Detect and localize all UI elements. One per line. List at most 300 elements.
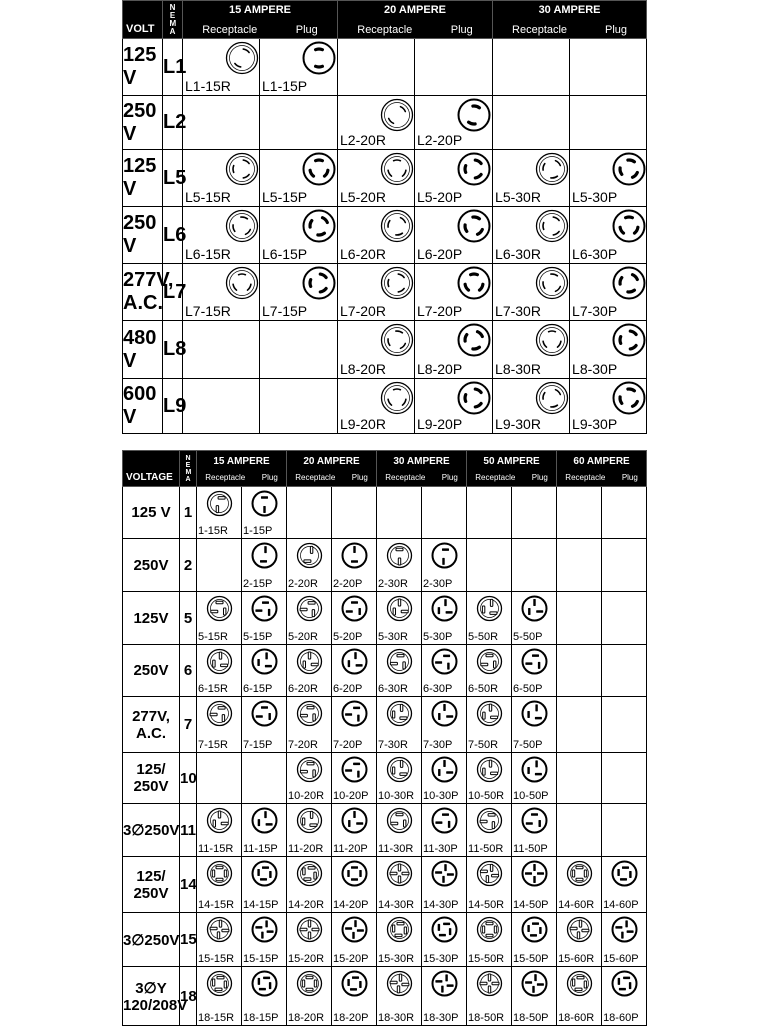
receptacle-face-icon [296, 860, 323, 887]
nema-type-cell: 10 [180, 753, 197, 804]
connector-code-label: 14-20P [333, 899, 369, 911]
connector-code-label: 18-60P [603, 1012, 639, 1024]
plug-face-icon [521, 860, 548, 887]
straight-blade-plug-chart [122, 450, 647, 1026]
plug-face-icon [341, 648, 368, 675]
empty-cell [415, 39, 493, 96]
empty-cell [557, 539, 602, 592]
connector-code-label: L8-30R [495, 361, 541, 377]
receptacle-face-icon [380, 98, 414, 132]
connector-code-label: 11-30P [423, 843, 458, 855]
connector-cell [467, 645, 512, 697]
receptacle-face-icon [386, 595, 413, 622]
plug-face-icon [302, 209, 336, 243]
ampere-label: 30 AMPERE [538, 4, 601, 16]
voltage-header: VOLTAGE [123, 451, 180, 487]
receptacle-subheader: Receptacle [205, 473, 246, 482]
ampere-label: 20 AMPERE [384, 4, 446, 16]
empty-cell [557, 487, 602, 539]
voltage-cell: 250 V [123, 207, 163, 264]
connector-cell [493, 207, 570, 264]
connector-cell [332, 913, 377, 967]
connector-cell [242, 913, 287, 967]
connector-cell [467, 967, 512, 1026]
connector-code-label: 18-50P [513, 1012, 549, 1024]
connector-cell [242, 967, 287, 1026]
plug-face-icon [302, 152, 336, 186]
plug-face-icon [521, 916, 548, 943]
receptacle-face-icon [296, 700, 323, 727]
nema-type-cell: 2 [180, 539, 197, 592]
connector-cell [377, 913, 422, 967]
receptacle-face-icon [476, 700, 503, 727]
connector-code-label: 7-50R [468, 739, 499, 751]
connector-cell [332, 645, 377, 697]
receptacle-subheader: Receptacle [202, 24, 258, 36]
empty-cell [260, 379, 338, 434]
connector-code-label: 11-20R [288, 843, 324, 855]
connector-cell [377, 592, 422, 645]
empty-cell [602, 539, 647, 592]
connector-cell [377, 539, 422, 592]
table-row [123, 913, 647, 967]
table-row [123, 697, 647, 753]
connector-cell [338, 264, 415, 321]
empty-cell [602, 697, 647, 753]
empty-cell [332, 487, 377, 539]
connector-cell [338, 321, 415, 379]
plug-face-icon [341, 595, 368, 622]
plug-face-icon [251, 648, 278, 675]
connector-code-label: L7-15R [185, 303, 231, 319]
ampere-header-30 [493, 1, 647, 39]
connector-code-label: 2-15P [243, 578, 273, 590]
empty-cell [377, 487, 422, 539]
connector-cell [377, 967, 422, 1026]
connector-cell [422, 645, 467, 697]
receptacle-face-icon [386, 700, 413, 727]
connector-code-label: L6-20R [340, 246, 386, 262]
connector-cell [570, 207, 647, 264]
connector-cell [242, 804, 287, 857]
connector-cell [422, 592, 467, 645]
connector-cell [183, 150, 260, 207]
receptacle-subheader: Receptacle [475, 473, 516, 482]
ampere-header-20 [338, 1, 493, 39]
connector-cell [512, 913, 557, 967]
nema-type-cell: L1 [163, 39, 183, 96]
table-row [123, 150, 647, 207]
empty-cell [260, 96, 338, 150]
receptacle-face-icon [535, 381, 569, 415]
plug-face-icon [341, 542, 368, 569]
empty-cell [557, 804, 602, 857]
receptacle-face-icon [225, 41, 259, 75]
receptacle-face-icon [386, 542, 413, 569]
nema-header [180, 451, 197, 487]
voltage-cell: 125V [123, 592, 180, 645]
connector-cell [332, 857, 377, 913]
connector-cell [415, 207, 493, 264]
connector-code-label: 15-30R [378, 953, 415, 965]
connector-cell [422, 913, 467, 967]
table-row [123, 753, 647, 804]
voltage-cell: 250V [123, 539, 180, 592]
connector-cell [570, 379, 647, 434]
ampere-label: 50 AMPERE [483, 456, 540, 467]
empty-cell [467, 539, 512, 592]
connector-code-label: L6-20P [417, 246, 463, 262]
connector-cell [493, 379, 570, 434]
plug-face-icon [611, 970, 638, 997]
receptacle-subheader: Receptacle [385, 473, 426, 482]
connector-cell [570, 150, 647, 207]
connector-code-label: L5-15P [262, 189, 308, 205]
connector-cell [183, 39, 260, 96]
plug-face-icon [611, 860, 638, 887]
receptacle-face-icon [296, 807, 323, 834]
connector-code-label: 15-60R [558, 953, 595, 965]
connector-code-label: 14-15R [198, 899, 235, 911]
nema-type-cell: 14 [180, 857, 197, 913]
connector-cell [602, 857, 647, 913]
connector-cell [287, 804, 332, 857]
receptacle-face-icon [476, 860, 503, 887]
empty-cell [287, 487, 332, 539]
receptacle-face-icon [296, 970, 323, 997]
connector-cell [197, 804, 242, 857]
connector-cell [493, 150, 570, 207]
nema-type-cell: 1 [180, 487, 197, 539]
connector-code-label: 18-15P [243, 1012, 279, 1024]
connector-code-label: 11-20P [333, 843, 368, 855]
receptacle-face-icon [380, 209, 414, 243]
voltage-cell: 277V, A.C. [123, 264, 163, 321]
connector-code-label: L2-20P [417, 132, 463, 148]
connector-cell [287, 697, 332, 753]
nema-type-cell: 7 [180, 697, 197, 753]
connector-code-label: L9-20P [417, 416, 463, 432]
empty-cell [493, 96, 570, 150]
receptacle-face-icon [296, 756, 323, 783]
connector-cell [512, 753, 557, 804]
plug-face-icon [521, 700, 548, 727]
connector-cell [287, 967, 332, 1026]
empty-cell [197, 753, 242, 804]
connector-cell [512, 697, 557, 753]
connector-cell [570, 264, 647, 321]
connector-cell [338, 96, 415, 150]
plug-face-icon [341, 807, 368, 834]
receptacle-face-icon [535, 152, 569, 186]
receptacle-face-icon [296, 595, 323, 622]
receptacle-face-icon [476, 807, 503, 834]
table-row [123, 539, 647, 592]
connector-cell [377, 857, 422, 913]
plug-face-icon [611, 916, 638, 943]
connector-code-label: L9-30P [572, 416, 618, 432]
connector-code-label: L7-20P [417, 303, 463, 319]
connector-code-label: 6-50P [513, 683, 543, 695]
connector-code-label: 18-60R [558, 1012, 595, 1024]
empty-cell [493, 39, 570, 96]
connector-code-label: L7-30R [495, 303, 541, 319]
connector-code-label: 11-15R [198, 843, 234, 855]
receptacle-subheader: Receptacle [512, 24, 568, 36]
connector-cell [338, 207, 415, 264]
receptacle-face-icon [225, 266, 259, 300]
connector-cell [260, 150, 338, 207]
connector-cell [415, 264, 493, 321]
plug-face-icon [251, 970, 278, 997]
plug-face-icon [521, 807, 548, 834]
plug-subheader: Plug [531, 473, 548, 482]
connector-code-label: 10-30P [423, 790, 459, 802]
connector-cell [493, 321, 570, 379]
receptacle-face-icon [206, 807, 233, 834]
ampere-header-30 [377, 451, 467, 487]
connector-code-label: 5-30R [378, 631, 408, 643]
empty-cell [422, 487, 467, 539]
connector-cell [377, 804, 422, 857]
connector-cell [242, 487, 287, 539]
volt-header: VOLT [123, 1, 163, 39]
plug-face-icon [341, 700, 368, 727]
connector-cell [287, 592, 332, 645]
connector-code-label: 14-30P [423, 899, 459, 911]
receptacle-face-icon [296, 648, 323, 675]
plug-face-icon [251, 490, 278, 517]
receptacle-face-icon [206, 860, 233, 887]
connector-code-label: 2-20R [288, 578, 318, 590]
connector-code-label: 7-30P [423, 739, 453, 751]
plug-face-icon [341, 756, 368, 783]
connector-code-label: 5-50P [513, 631, 543, 643]
connector-cell [287, 857, 332, 913]
connector-cell [332, 753, 377, 804]
connector-code-label: 18-20R [288, 1012, 325, 1024]
empty-cell [557, 592, 602, 645]
table-row [123, 487, 647, 539]
plug-face-icon [612, 209, 646, 243]
receptacle-face-icon [225, 209, 259, 243]
voltage-cell: 277V, A.C. [123, 697, 180, 753]
voltage-cell: 3∅250V [123, 913, 180, 967]
connector-code-label: L1-15P [262, 78, 308, 94]
table-row [123, 264, 647, 321]
connector-code-label: L2-20R [340, 132, 386, 148]
connector-code-label: 2-30P [423, 578, 453, 590]
connector-code-label: 14-60R [558, 899, 595, 911]
connector-code-label: L9-30R [495, 416, 541, 432]
voltage-cell: 250V [123, 645, 180, 697]
connector-cell [512, 592, 557, 645]
connector-cell [260, 207, 338, 264]
connector-cell [197, 857, 242, 913]
receptacle-face-icon [206, 490, 233, 517]
connector-code-label: L5-20P [417, 189, 463, 205]
connector-cell [377, 697, 422, 753]
plug-face-icon [302, 41, 336, 75]
connector-code-label: L9-20R [340, 416, 386, 432]
connector-code-label: 5-30P [423, 631, 453, 643]
connector-code-label: 15-30P [423, 953, 459, 965]
connector-cell [557, 913, 602, 967]
voltage-cell: 3∅250V [123, 804, 180, 857]
empty-cell [512, 539, 557, 592]
empty-cell [183, 321, 260, 379]
receptacle-face-icon [476, 648, 503, 675]
connector-code-label: 18-50R [468, 1012, 505, 1024]
connector-code-label: 15-50P [513, 953, 549, 965]
plug-face-icon [431, 807, 458, 834]
connector-code-label: 1-15P [243, 525, 273, 537]
connector-code-label: 5-15R [198, 631, 228, 643]
connector-code-label: 7-15R [198, 739, 228, 751]
receptacle-face-icon [566, 860, 593, 887]
plug-face-icon [251, 807, 278, 834]
connector-code-label: 15-15R [198, 953, 235, 965]
voltage-cell: 125 V [123, 487, 180, 539]
nema-header-text: NEMA [185, 454, 192, 483]
receptacle-face-icon [566, 916, 593, 943]
connector-cell [287, 645, 332, 697]
connector-cell [422, 804, 467, 857]
connector-cell [260, 39, 338, 96]
connector-cell [557, 857, 602, 913]
connector-cell [422, 753, 467, 804]
connector-cell [415, 150, 493, 207]
connector-code-label: 15-20R [288, 953, 325, 965]
connector-cell [467, 913, 512, 967]
receptacle-face-icon [296, 542, 323, 569]
empty-cell [183, 379, 260, 434]
connector-cell [287, 753, 332, 804]
connector-code-label: 15-15P [243, 953, 279, 965]
connector-code-label: 7-30R [378, 739, 408, 751]
connector-code-label: 2-20P [333, 578, 363, 590]
plug-face-icon [251, 542, 278, 569]
empty-cell [183, 96, 260, 150]
nema-type-cell: L5 [163, 150, 183, 207]
connector-cell [415, 96, 493, 150]
plug-subheader: Plug [605, 24, 628, 36]
receptacle-face-icon [206, 595, 233, 622]
connector-cell [338, 379, 415, 434]
connector-cell [467, 753, 512, 804]
plug-face-icon [341, 970, 368, 997]
connector-cell [422, 967, 467, 1026]
empty-cell [570, 39, 647, 96]
ampere-header-15 [183, 1, 338, 39]
connector-code-label: L5-20R [340, 189, 386, 205]
receptacle-face-icon [380, 266, 414, 300]
connector-code-label: 14-20R [288, 899, 325, 911]
table-row [123, 857, 647, 913]
connector-code-label: 18-15R [198, 1012, 235, 1024]
connector-code-label: 18-30P [423, 1012, 459, 1024]
connector-code-label: 14-15P [243, 899, 279, 911]
connector-cell [415, 321, 493, 379]
plug-face-icon [612, 323, 646, 357]
plug-face-icon [457, 266, 491, 300]
plug-face-icon [612, 152, 646, 186]
connector-cell [332, 697, 377, 753]
plug-face-icon [612, 381, 646, 415]
receptacle-subheader: Receptacle [357, 24, 413, 36]
connector-cell [422, 697, 467, 753]
connector-cell [512, 645, 557, 697]
plug-face-icon [302, 266, 336, 300]
receptacle-face-icon [535, 266, 569, 300]
nema-type-cell: L9 [163, 379, 183, 434]
connector-cell [467, 857, 512, 913]
voltage-cell: 600 V [123, 379, 163, 434]
voltage-cell: 125 V [123, 39, 163, 96]
plug-face-icon [457, 209, 491, 243]
plug-face-icon [521, 595, 548, 622]
table-row [123, 645, 647, 697]
connector-code-label: 5-20R [288, 631, 318, 643]
ampere-label: 30 AMPERE [393, 456, 450, 467]
table-row [123, 96, 647, 150]
connector-code-label: L8-20P [417, 361, 463, 377]
plug-face-icon [251, 860, 278, 887]
connector-cell [197, 967, 242, 1026]
connector-cell [602, 913, 647, 967]
connector-cell [467, 804, 512, 857]
plug-face-icon [431, 860, 458, 887]
connector-code-label: L6-30P [572, 246, 618, 262]
plug-subheader: Plug [295, 24, 318, 36]
nema-type-cell: 15 [180, 913, 197, 967]
connector-code-label: L8-20R [340, 361, 386, 377]
connector-code-label: L8-30P [572, 361, 618, 377]
plug-face-icon [431, 648, 458, 675]
receptacle-face-icon [476, 916, 503, 943]
connector-code-label: 18-20P [333, 1012, 369, 1024]
connector-cell [260, 264, 338, 321]
table-row [123, 207, 647, 264]
connector-cell [287, 539, 332, 592]
connector-code-label: 6-15R [198, 683, 228, 695]
connector-cell [332, 539, 377, 592]
connector-cell [512, 857, 557, 913]
connector-cell [467, 697, 512, 753]
plug-face-icon [341, 860, 368, 887]
plug-subheader: Plug [261, 473, 278, 482]
connector-cell [570, 321, 647, 379]
voltage-cell: 250 V [123, 96, 163, 150]
connector-cell [377, 645, 422, 697]
nema-header-text: NEMA [169, 2, 177, 36]
receptacle-face-icon [380, 152, 414, 186]
connector-code-label: 14-60P [603, 899, 639, 911]
connector-cell [602, 967, 647, 1026]
empty-cell [602, 753, 647, 804]
plug-face-icon [341, 916, 368, 943]
plug-face-icon [457, 98, 491, 132]
table-row [123, 321, 647, 379]
connector-code-label: 10-50P [513, 790, 549, 802]
connector-code-label: 7-20P [333, 739, 363, 751]
voltage-cell: 3∅Y 120/208V [123, 967, 180, 1026]
receptacle-face-icon [386, 648, 413, 675]
connector-cell [242, 539, 287, 592]
nema-type-cell: L2 [163, 96, 183, 150]
connector-cell [377, 753, 422, 804]
connector-cell [197, 645, 242, 697]
